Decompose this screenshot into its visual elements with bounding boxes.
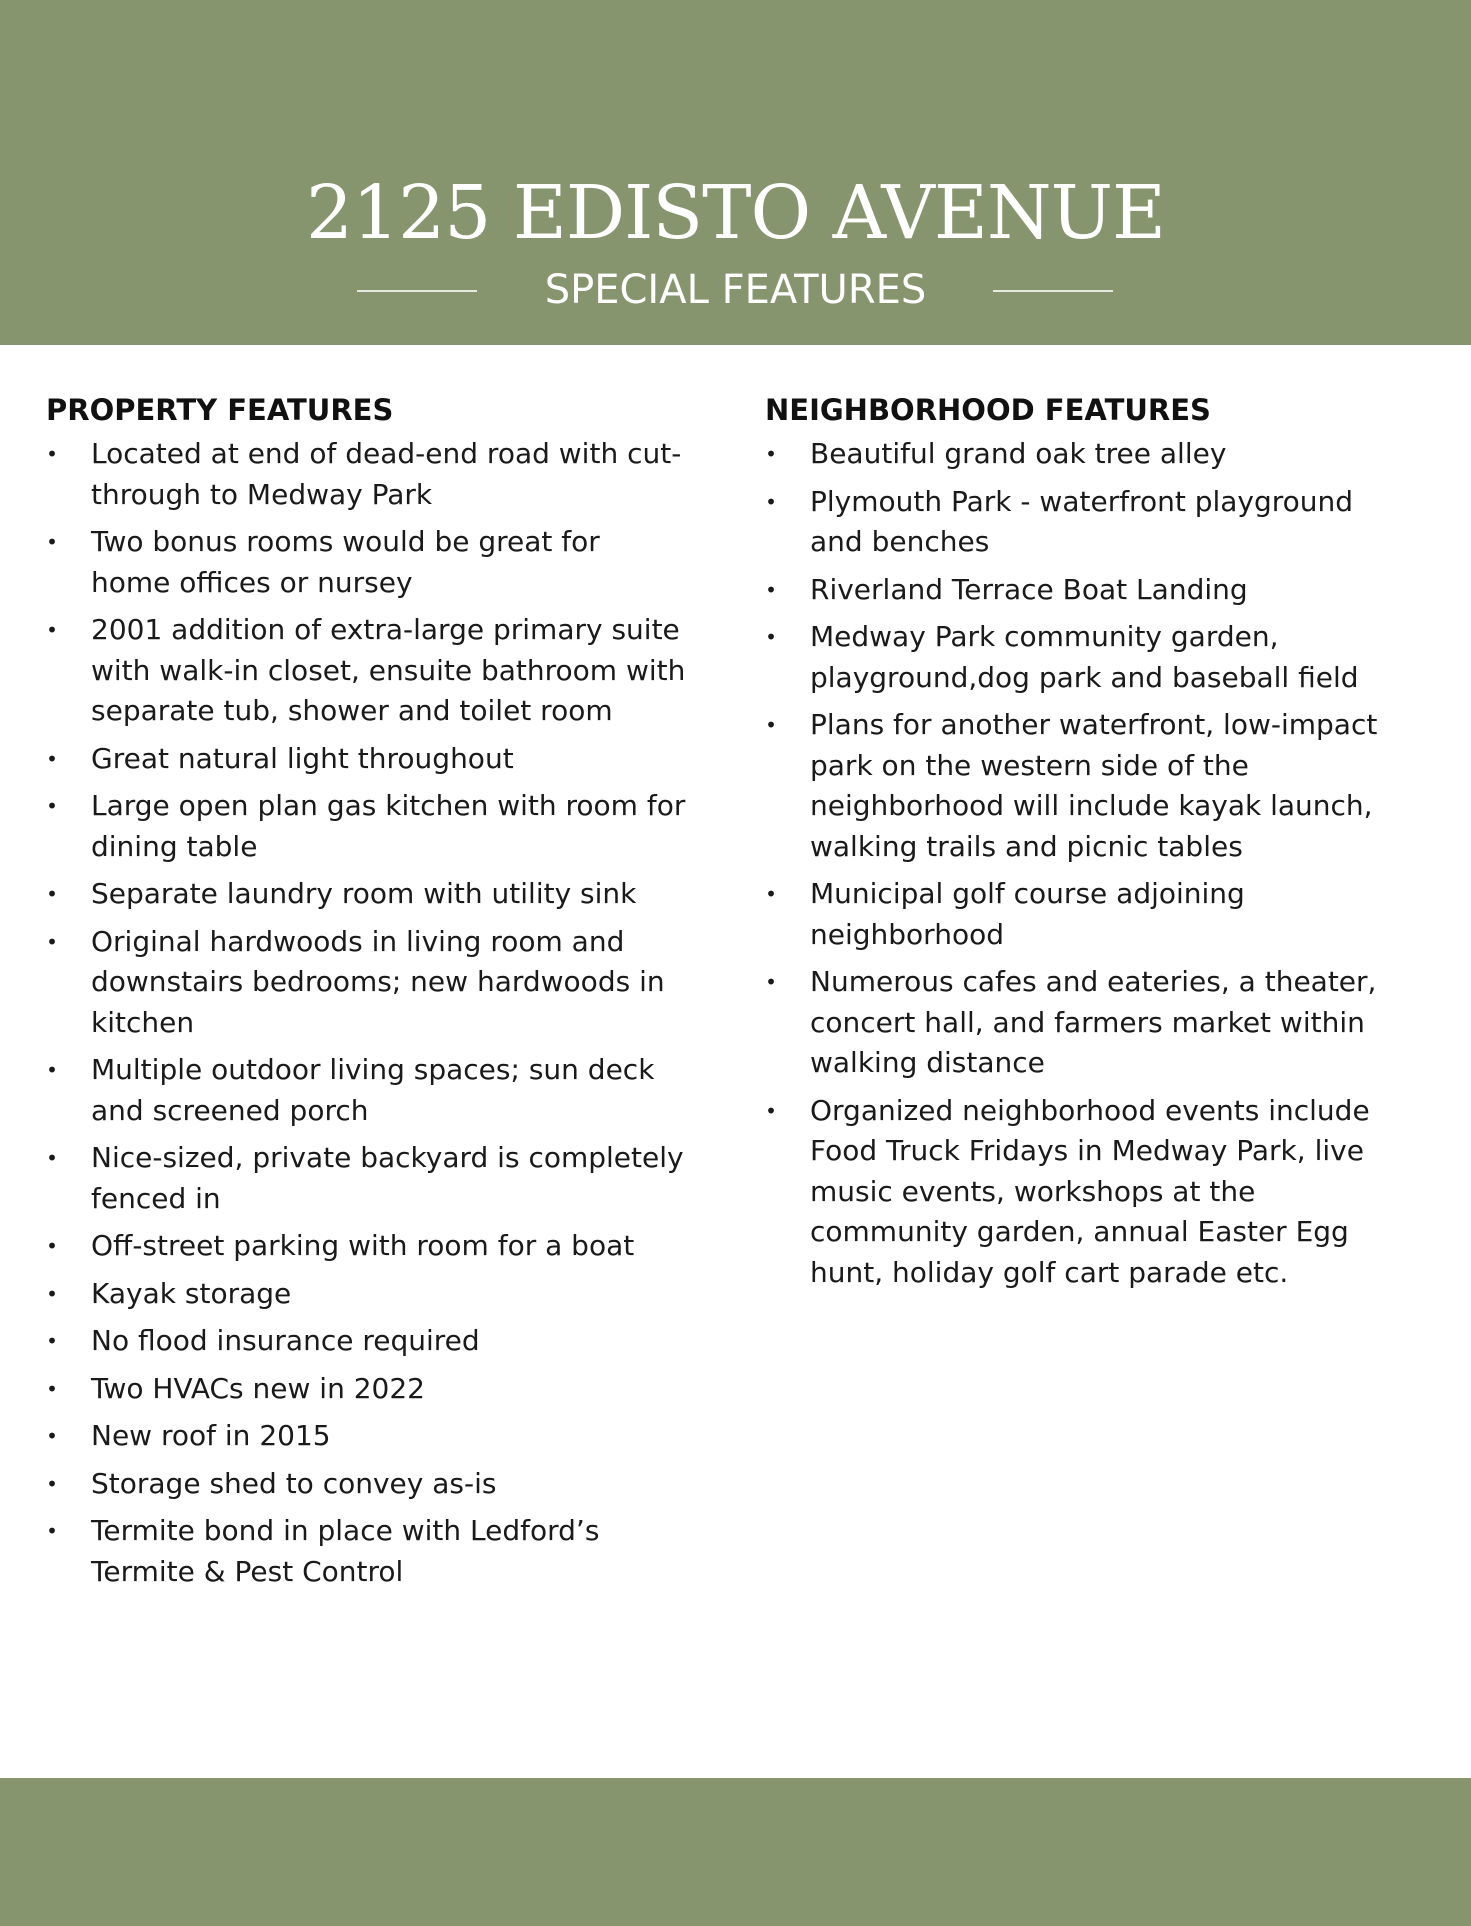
- page-title: 2125 EDISTO AVENUE: [305, 170, 1165, 256]
- bullet-icon: •: [765, 625, 777, 649]
- bullet-icon: •: [765, 442, 777, 466]
- feature-list-item: [46, 874, 686, 915]
- feature-list-item: [46, 434, 686, 515]
- bullet-icon: •: [46, 442, 58, 466]
- bullet-icon: •: [46, 1376, 58, 1401]
- feature-text: Two HVACs new in 2022: [91, 1371, 425, 1405]
- feature-text: 2001 addition of extra-large primary suite with walk-in closet, ensuite bathroom with separate tub, shower and toilet room: [91, 613, 686, 727]
- bullet-icon: •: [46, 618, 58, 642]
- feature-list-item: [765, 705, 1405, 867]
- bullet-icon: •: [46, 882, 58, 906]
- feature-text: Two bonus rooms would be great for home offices or nursey: [91, 525, 600, 599]
- bullet-icon: •: [46, 794, 58, 818]
- property-features-list: [46, 434, 686, 1592]
- bullet-icon: •: [46, 746, 58, 771]
- property-features-heading: PROPERTY FEATURES: [46, 393, 394, 427]
- bullet-icon: •: [765, 489, 777, 514]
- feature-text: New roof in 2015: [91, 1419, 331, 1452]
- feature-list-item: [765, 962, 1405, 1084]
- bullet-icon: •: [46, 1058, 58, 1082]
- bullet-icon: •: [46, 929, 58, 954]
- feature-list-item: [765, 1091, 1405, 1294]
- neighborhood-features-list: [765, 434, 1405, 1293]
- feature-list-item: [765, 874, 1405, 955]
- bullet-icon: •: [765, 1098, 777, 1123]
- feature-list-item: [765, 617, 1405, 698]
- feature-text: Storage shed to convey as-is: [91, 1466, 497, 1500]
- neighborhood-features-column: [765, 390, 1405, 1300]
- bullet-icon: •: [765, 713, 777, 737]
- feature-list-item: [46, 1050, 686, 1131]
- feature-list-item: [46, 1369, 686, 1410]
- feature-list-item: [46, 610, 686, 732]
- feature-text: No flood insurance required: [91, 1324, 480, 1357]
- feature-text: Numerous cafes and eateries, a theater, concert hall, and farmers market within walking distance: [810, 965, 1377, 1079]
- footer-band: [0, 1778, 1471, 1926]
- bullet-icon: •: [765, 577, 777, 602]
- header-band: [0, 0, 1471, 345]
- feature-text: Organized neighborhood events include Food Truck Fridays in Medway Park, live music events, workshops at the community garden, annual Easter Egg hunt, holiday golf cart parade etc.: [810, 1093, 1370, 1289]
- feature-text: Riverland Terrace Boat Landing: [810, 572, 1248, 606]
- feature-text: Medway Park community garden, playground,dog park and baseball field: [810, 620, 1359, 694]
- feature-list-item: [765, 434, 1405, 475]
- bullet-icon: •: [46, 530, 58, 554]
- property-features-column: [46, 390, 686, 1599]
- feature-list-item: [765, 570, 1405, 611]
- bullet-icon: •: [46, 1519, 58, 1543]
- feature-list-item: [46, 1138, 686, 1219]
- bullet-icon: •: [765, 970, 777, 994]
- bullet-icon: •: [46, 1281, 58, 1306]
- feature-list-item: [46, 1464, 686, 1505]
- feature-text: Multiple outdoor living spaces; sun deck and screened porch: [91, 1053, 655, 1127]
- bullet-icon: •: [46, 1329, 58, 1353]
- feature-text: Nice-sized, private backyard is completely fenced in: [91, 1141, 684, 1215]
- feature-list-item: [46, 1511, 686, 1592]
- feature-text: Termite bond in place with Ledford’s Termite & Pest Control: [91, 1514, 600, 1588]
- bullet-icon: •: [765, 882, 777, 906]
- feature-text: Located at end of dead-end road with cut-through to Medway Park: [91, 437, 682, 511]
- feature-text: Off-street parking with room for a boat: [91, 1229, 635, 1262]
- bullet-icon: •: [46, 1471, 58, 1496]
- neighborhood-features-heading: NEIGHBORHOOD FEATURES: [765, 393, 1211, 427]
- feature-text: Plymouth Park - waterfront playground and benches: [810, 484, 1354, 558]
- feature-text: Kayak storage: [91, 1276, 292, 1310]
- feature-list-item: [46, 522, 686, 603]
- subtitle-row: [0, 265, 1471, 315]
- feature-text: Beautiful grand oak tree alley: [810, 437, 1227, 470]
- feature-list-item: [46, 739, 686, 780]
- bullet-icon: •: [46, 1146, 58, 1170]
- feature-list-item: [46, 1226, 686, 1267]
- feature-text: Large open plan gas kitchen with room for dining table: [91, 789, 686, 863]
- feature-list-item: [46, 1416, 686, 1457]
- feature-text: Great natural light throughout: [91, 741, 514, 775]
- feature-list-item: [46, 1274, 686, 1315]
- feature-list-item: [765, 482, 1405, 563]
- feature-text: Municipal golf course adjoining neighborhood: [810, 877, 1245, 951]
- feature-text: Original hardwoods in living room and downstairs bedrooms; new hardwoods in kitchen: [91, 924, 665, 1039]
- bullet-icon: •: [46, 1424, 58, 1448]
- feature-list-item: [46, 786, 686, 867]
- page-subtitle: SPECIAL FEATURES: [544, 267, 927, 313]
- feature-list-item: [46, 922, 686, 1044]
- feature-text: Plans for another waterfront, low-impact park on the western side of the neighborhood will include kayak launch, walking trails and picnic tables: [810, 708, 1378, 863]
- subtitle-divider-right: [993, 290, 1113, 292]
- bullet-icon: •: [46, 1234, 58, 1258]
- feature-list-item: [46, 1321, 686, 1362]
- feature-text: Separate laundry room with utility sink: [91, 877, 637, 910]
